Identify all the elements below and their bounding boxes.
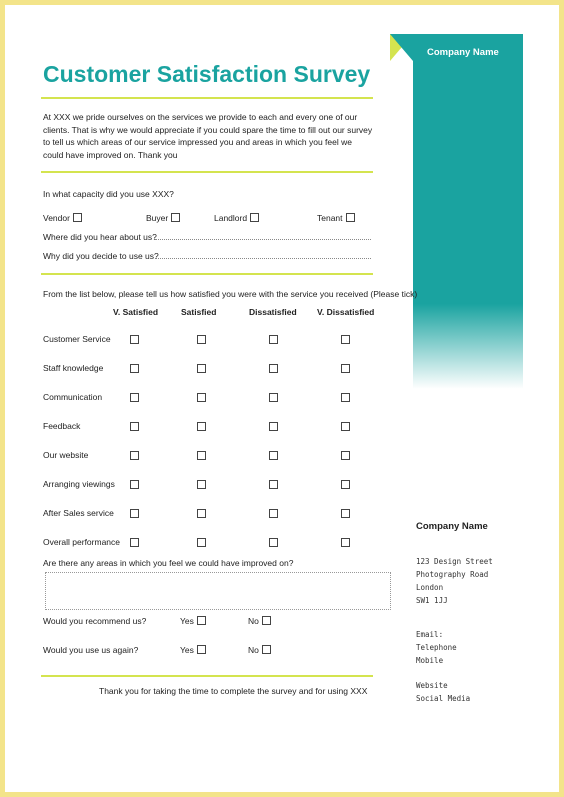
rating-checkbox[interactable]	[130, 538, 139, 547]
rating-checkbox[interactable]	[341, 480, 350, 489]
thank-you-text: Thank you for taking the time to complete the survey and for using XXX	[99, 686, 368, 696]
rating-column-header: V. Satisfied	[113, 307, 159, 317]
rating-checkbox[interactable]	[269, 393, 278, 402]
rating-checkbox[interactable]	[341, 509, 350, 518]
divider	[41, 273, 373, 275]
rating-checkbox[interactable]	[341, 393, 350, 402]
recommend-yes[interactable]: Yes	[180, 616, 206, 626]
survey-page	[5, 5, 559, 792]
divider	[41, 97, 373, 99]
hear-question: Where did you hear about us?	[43, 232, 157, 242]
rating-checkbox[interactable]	[197, 480, 206, 489]
web-social-media: Social Media	[416, 694, 471, 703]
checkbox[interactable]	[171, 213, 180, 222]
rating-checkbox[interactable]	[130, 509, 139, 518]
rating-checkbox[interactable]	[197, 451, 206, 460]
capacity-question: In what capacity did you use XXX?	[43, 189, 174, 199]
contact-telephone: Telephone	[416, 643, 457, 652]
why-answer-line[interactable]	[155, 258, 371, 259]
rating-checkbox[interactable]	[197, 393, 206, 402]
web-website: Website	[416, 681, 448, 690]
rating-checkbox[interactable]	[130, 480, 139, 489]
rating-row-label: Feedback	[43, 421, 81, 431]
checkbox[interactable]	[197, 645, 206, 654]
rating-checkbox[interactable]	[197, 335, 206, 344]
rating-checkbox[interactable]	[197, 509, 206, 518]
why-question: Why did you decide to use us?	[43, 251, 159, 261]
rating-checkbox[interactable]	[341, 422, 350, 431]
address-line-3: London	[416, 583, 444, 592]
address-line-2: Photography Road	[416, 570, 489, 579]
rating-checkbox[interactable]	[269, 422, 278, 431]
rating-checkbox[interactable]	[197, 364, 206, 373]
header-company-name: Company Name	[427, 47, 499, 58]
divider	[41, 171, 373, 173]
rating-column-header: Dissatisfied	[249, 307, 297, 317]
rating-checkbox[interactable]	[341, 364, 350, 373]
again-no[interactable]: No	[248, 645, 271, 655]
rating-row-label: Arranging viewings	[43, 479, 115, 489]
hear-answer-line[interactable]	[155, 239, 371, 240]
again-yes[interactable]: Yes	[180, 645, 206, 655]
rating-checkbox[interactable]	[269, 364, 278, 373]
rating-checkbox[interactable]	[130, 335, 139, 344]
rating-checkbox[interactable]	[269, 538, 278, 547]
rating-checkbox[interactable]	[130, 422, 139, 431]
sidebar-company-name: Company Name	[416, 521, 488, 532]
rating-row-label: Overall performance	[43, 537, 121, 547]
rating-checkbox[interactable]	[341, 335, 350, 344]
address-line-4: SW1 1JJ	[416, 596, 448, 605]
ratings-intro: From the list below, please tell us how satisfied you were with the service you received (Please tick)	[43, 289, 418, 299]
rating-checkbox[interactable]	[269, 480, 278, 489]
checkbox[interactable]	[262, 645, 271, 654]
rating-checkbox[interactable]	[341, 538, 350, 547]
option-buyer[interactable]: Buyer	[146, 213, 180, 223]
rating-checkbox[interactable]	[269, 335, 278, 344]
checkbox[interactable]	[346, 213, 355, 222]
divider	[41, 675, 373, 677]
checkbox[interactable]	[262, 616, 271, 625]
teal-side-panel	[413, 34, 523, 389]
rating-checkbox[interactable]	[130, 364, 139, 373]
checkbox[interactable]	[250, 213, 259, 222]
option-vendor[interactable]: Vendor	[43, 213, 82, 223]
rating-column-header: V. Dissatisfied	[317, 307, 375, 317]
checkbox[interactable]	[197, 616, 206, 625]
improve-question: Are there any areas in which you feel we could have improved on?	[43, 558, 294, 568]
rating-checkbox[interactable]	[341, 451, 350, 460]
intro-text: At XXX we pride ourselves on the services we provide to each and every one of our clients. That is why we would appreciate if you could spare the time to fill out our survey to tell us which areas of our service impressed you and areas in which you feel we could have improved on. Thank you	[43, 112, 373, 160]
rating-checkbox[interactable]	[269, 451, 278, 460]
option-landlord[interactable]: Landlord	[214, 213, 259, 223]
rating-row-label: After Sales service	[43, 508, 114, 518]
rating-row-label: Our website	[43, 450, 89, 460]
rating-checkbox[interactable]	[269, 509, 278, 518]
improve-answer-box[interactable]	[45, 572, 391, 610]
rating-checkbox[interactable]	[197, 538, 206, 547]
checkbox[interactable]	[73, 213, 82, 222]
rating-row-label: Communication	[43, 392, 103, 402]
option-tenant[interactable]: Tenant	[317, 213, 355, 223]
address-line-1: 123 Design Street	[416, 557, 493, 566]
rating-checkbox[interactable]	[130, 451, 139, 460]
rating-row-label: Customer Service	[43, 334, 111, 344]
rating-column-header: Satisfied	[181, 307, 217, 317]
page-title: Customer Satisfaction Survey	[43, 61, 371, 87]
recommend-question: Would you recommend us?	[43, 616, 147, 626]
contact-mobile: Mobile	[416, 656, 444, 665]
contact-email: Email:	[416, 630, 444, 639]
again-question: Would you use us again?	[43, 645, 139, 655]
rating-checkbox[interactable]	[130, 393, 139, 402]
rating-row-label: Staff knowledge	[43, 363, 104, 373]
rating-checkbox[interactable]	[197, 422, 206, 431]
recommend-no[interactable]: No	[248, 616, 271, 626]
